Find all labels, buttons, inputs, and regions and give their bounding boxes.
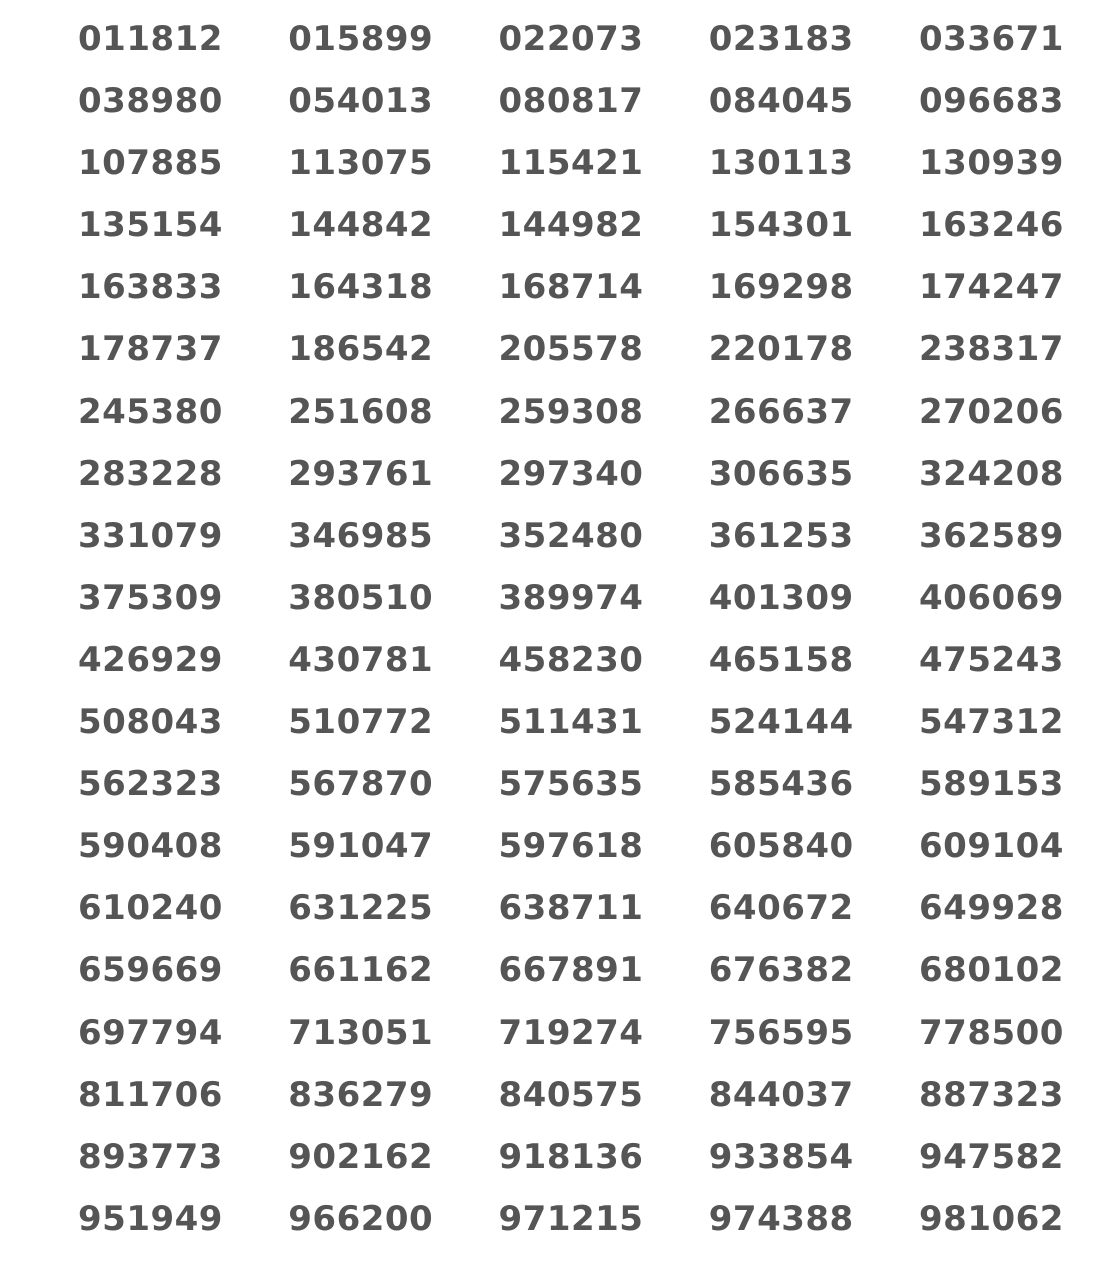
number-cell: 918136 <box>498 1136 644 1177</box>
number-cell: 902162 <box>288 1136 434 1177</box>
number-cell: 130113 <box>708 143 854 184</box>
number-cell: 080817 <box>498 81 644 122</box>
number-cell: 331079 <box>78 515 223 556</box>
number-cell: 713051 <box>288 1012 434 1053</box>
number-cell: 169298 <box>708 267 854 308</box>
number-cell: 640672 <box>708 888 854 929</box>
number-cell: 659669 <box>78 950 223 991</box>
number-cell: 778500 <box>919 1012 1064 1053</box>
number-cell: 038980 <box>78 81 223 122</box>
number-cell: 174247 <box>919 267 1064 308</box>
number-cell: 352480 <box>498 515 644 556</box>
number-cell: 293761 <box>288 453 434 494</box>
number-cell: 590408 <box>78 826 223 867</box>
number-cell: 680102 <box>919 950 1064 991</box>
number-cell: 380510 <box>288 577 434 618</box>
number-cell: 205578 <box>498 329 644 370</box>
number-cell: 844037 <box>708 1074 854 1115</box>
number-cell: 465158 <box>708 639 854 680</box>
number-cell: 144982 <box>498 205 644 246</box>
number-cell: 511431 <box>498 702 644 743</box>
number-cell: 475243 <box>919 639 1064 680</box>
number-cell: 510772 <box>288 702 434 743</box>
number-cell: 154301 <box>708 205 854 246</box>
number-cell: 011812 <box>78 19 223 59</box>
number-cell: 631225 <box>288 888 434 929</box>
number-cell: 389974 <box>498 577 644 618</box>
number-cell: 164318 <box>288 267 434 308</box>
number-cell: 575635 <box>498 764 644 805</box>
number-cell: 220178 <box>708 329 854 370</box>
number-cell: 015899 <box>288 19 434 59</box>
number-cell: 023183 <box>708 19 854 59</box>
number-cell: 756595 <box>708 1012 854 1053</box>
number-cell: 362589 <box>919 515 1064 556</box>
number-cell: 667891 <box>498 950 644 991</box>
number-cell: 186542 <box>288 329 434 370</box>
number-cell: 130939 <box>919 143 1064 184</box>
number-cell: 649928 <box>919 888 1064 929</box>
number-cell: 547312 <box>919 702 1064 743</box>
number-cell: 107885 <box>78 143 223 184</box>
number-cell: 084045 <box>708 81 854 122</box>
number-cell: 458230 <box>498 639 644 680</box>
number-cell: 135154 <box>78 205 223 246</box>
number-cell: 163833 <box>78 267 223 308</box>
number-cell: 567870 <box>288 764 434 805</box>
number-cell: 245380 <box>78 391 223 432</box>
number-cell: 346985 <box>288 515 434 556</box>
number-cell: 266637 <box>708 391 854 432</box>
number-cell: 971215 <box>498 1198 644 1239</box>
number-cell: 947582 <box>919 1136 1064 1177</box>
number-cell: 676382 <box>708 950 854 991</box>
number-cell: 054013 <box>288 81 434 122</box>
number-cell: 283228 <box>78 453 223 494</box>
number-cell: 306635 <box>708 453 854 494</box>
number-cell: 951949 <box>78 1198 223 1239</box>
number-cell: 115421 <box>498 143 644 184</box>
number-cell: 591047 <box>288 826 434 867</box>
number-cell: 966200 <box>288 1198 434 1239</box>
number-cell: 836279 <box>288 1074 434 1115</box>
number-cell: 974388 <box>708 1198 854 1239</box>
number-cell: 270206 <box>919 391 1064 432</box>
number-cell: 981062 <box>919 1198 1064 1239</box>
number-cell: 430781 <box>288 639 434 680</box>
number-cell: 168714 <box>498 267 644 308</box>
number-cell: 933854 <box>708 1136 854 1177</box>
number-cell: 113075 <box>288 143 434 184</box>
number-cell: 096683 <box>919 81 1064 122</box>
number-cell: 401309 <box>708 577 854 618</box>
number-cell: 375309 <box>78 577 223 618</box>
number-grid <box>78 14 1109 1256</box>
number-cell: 638711 <box>498 888 644 929</box>
number-cell: 719274 <box>498 1012 644 1053</box>
number-cell: 562323 <box>78 764 223 805</box>
number-cell: 022073 <box>498 19 644 59</box>
number-cell: 609104 <box>919 826 1064 867</box>
number-cell: 887323 <box>919 1074 1064 1115</box>
number-cell: 033671 <box>919 19 1064 59</box>
number-cell: 589153 <box>919 764 1064 805</box>
number-cell: 426929 <box>78 639 223 680</box>
number-cell: 259308 <box>498 391 644 432</box>
number-cell: 605840 <box>708 826 854 867</box>
number-cell: 610240 <box>78 888 223 929</box>
number-cell: 297340 <box>498 453 644 494</box>
number-cell: 178737 <box>78 329 223 370</box>
number-cell: 811706 <box>78 1074 223 1115</box>
number-cell: 524144 <box>708 702 854 743</box>
number-cell: 597618 <box>498 826 644 867</box>
number-cell: 144842 <box>288 205 434 246</box>
number-cell: 238317 <box>919 329 1064 370</box>
number-cell: 697794 <box>78 1012 223 1053</box>
number-cell: 163246 <box>919 205 1064 246</box>
number-cell: 893773 <box>78 1136 223 1177</box>
number-cell: 840575 <box>498 1074 644 1115</box>
number-cell: 324208 <box>919 453 1064 494</box>
number-cell: 251608 <box>288 391 434 432</box>
number-cell: 585436 <box>708 764 854 805</box>
number-cell: 508043 <box>78 702 223 743</box>
number-cell: 661162 <box>288 950 434 991</box>
number-cell: 361253 <box>708 515 854 556</box>
number-cell: 406069 <box>919 577 1064 618</box>
